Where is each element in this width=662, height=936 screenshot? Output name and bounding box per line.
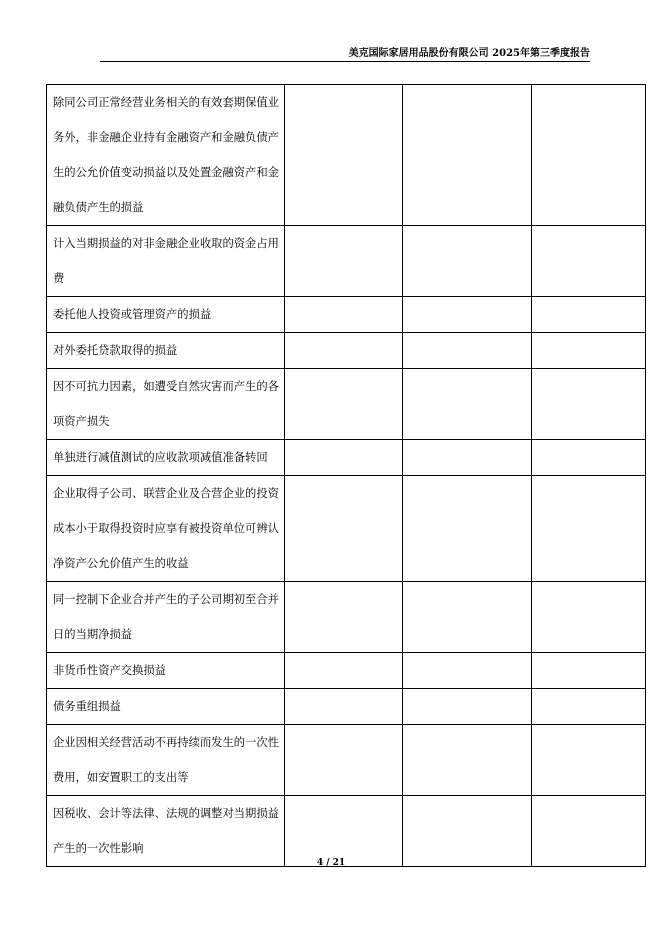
item-label-cell [47, 653, 285, 689]
report-header-title: 美克国际家居用品股份有限公司 2025年第三季度报告 [348, 48, 590, 59]
item-note-cell [403, 297, 532, 333]
item-amount-cell [285, 725, 403, 796]
item-label-cell [47, 85, 285, 226]
item-amount-cell [285, 689, 403, 725]
table-row [47, 689, 646, 725]
item-note-cell [403, 85, 532, 226]
item-label: 因不可抗力因素，如遭受自然灾害而产生的各项资产损失 [53, 380, 279, 428]
item-amount-cell [285, 333, 403, 369]
item-remark-cell [532, 582, 646, 653]
table-row [47, 226, 646, 297]
item-label: 债务重组损益 [53, 700, 121, 713]
item-note-cell [403, 689, 532, 725]
item-label: 对外委托贷款取得的损益 [53, 344, 178, 357]
table-row [47, 333, 646, 369]
table-row [47, 85, 646, 226]
item-amount-cell [285, 476, 403, 582]
item-label: 计入当期损益的对非金融企业收取的资金占用费 [53, 237, 279, 285]
item-label-cell [47, 333, 285, 369]
item-label-cell [47, 796, 285, 867]
item-amount-cell [285, 796, 403, 867]
item-note-cell [403, 582, 532, 653]
item-remark-cell [532, 796, 646, 867]
item-amount-cell [285, 297, 403, 333]
item-remark-cell [532, 85, 646, 226]
table-row [47, 796, 646, 867]
item-label-cell [47, 725, 285, 796]
item-note-cell [403, 333, 532, 369]
item-label-cell [47, 476, 285, 582]
item-remark-cell [532, 725, 646, 796]
item-amount-cell [285, 440, 403, 476]
item-label: 企业取得子公司、联营企业及合营企业的投资成本小于取得投资时应享有被投资单位可辨认净资产公允价值产生的收益 [53, 487, 279, 570]
item-amount-cell [285, 582, 403, 653]
item-label-cell [47, 440, 285, 476]
item-note-cell [403, 440, 532, 476]
table-row [47, 369, 646, 440]
item-label-cell [47, 369, 285, 440]
item-label-cell [47, 582, 285, 653]
table-row [47, 725, 646, 796]
item-note-cell [403, 476, 532, 582]
table-row [47, 582, 646, 653]
item-amount-cell [285, 653, 403, 689]
item-label-cell [47, 226, 285, 297]
item-label-cell [47, 689, 285, 725]
item-remark-cell [532, 226, 646, 297]
item-label: 因税收、会计等法律、法规的调整对当期损益产生的一次性影响 [53, 807, 279, 855]
item-note-cell [403, 796, 532, 867]
table-body [47, 85, 646, 867]
item-label: 非货币性资产交换损益 [53, 664, 166, 677]
page-number: 4 / 21 [316, 858, 346, 868]
item-label: 除同公司正常经营业务相关的有效套期保值业务外，非金融企业持有金融资产和金融负债产生的公允价值变动损益以及处置金融资产和金融负债产生的损益 [53, 96, 279, 214]
item-remark-cell [532, 440, 646, 476]
item-amount-cell [285, 226, 403, 297]
item-note-cell [403, 653, 532, 689]
non-recurring-items-table [46, 84, 646, 867]
item-remark-cell [532, 297, 646, 333]
header-divider [100, 61, 590, 62]
table-row [47, 476, 646, 582]
item-label: 单独进行减值测试的应收款项减值准备转回 [53, 451, 268, 464]
item-label: 同一控制下企业合并产生的子公司期初至合并日的当期净损益 [53, 593, 279, 641]
table-row [47, 440, 646, 476]
item-remark-cell [532, 476, 646, 582]
item-amount-cell [285, 85, 403, 226]
item-remark-cell [532, 653, 646, 689]
item-remark-cell [532, 689, 646, 725]
item-remark-cell [532, 369, 646, 440]
item-label: 企业因相关经营活动不再持续而发生的一次性费用，如安置职工的支出等 [53, 736, 279, 784]
item-label-cell [47, 297, 285, 333]
item-label: 委托他人投资或管理资产的损益 [53, 308, 212, 321]
item-amount-cell [285, 369, 403, 440]
item-note-cell [403, 369, 532, 440]
table-row [47, 297, 646, 333]
item-note-cell [403, 226, 532, 297]
table-row [47, 653, 646, 689]
item-note-cell [403, 725, 532, 796]
item-remark-cell [532, 333, 646, 369]
